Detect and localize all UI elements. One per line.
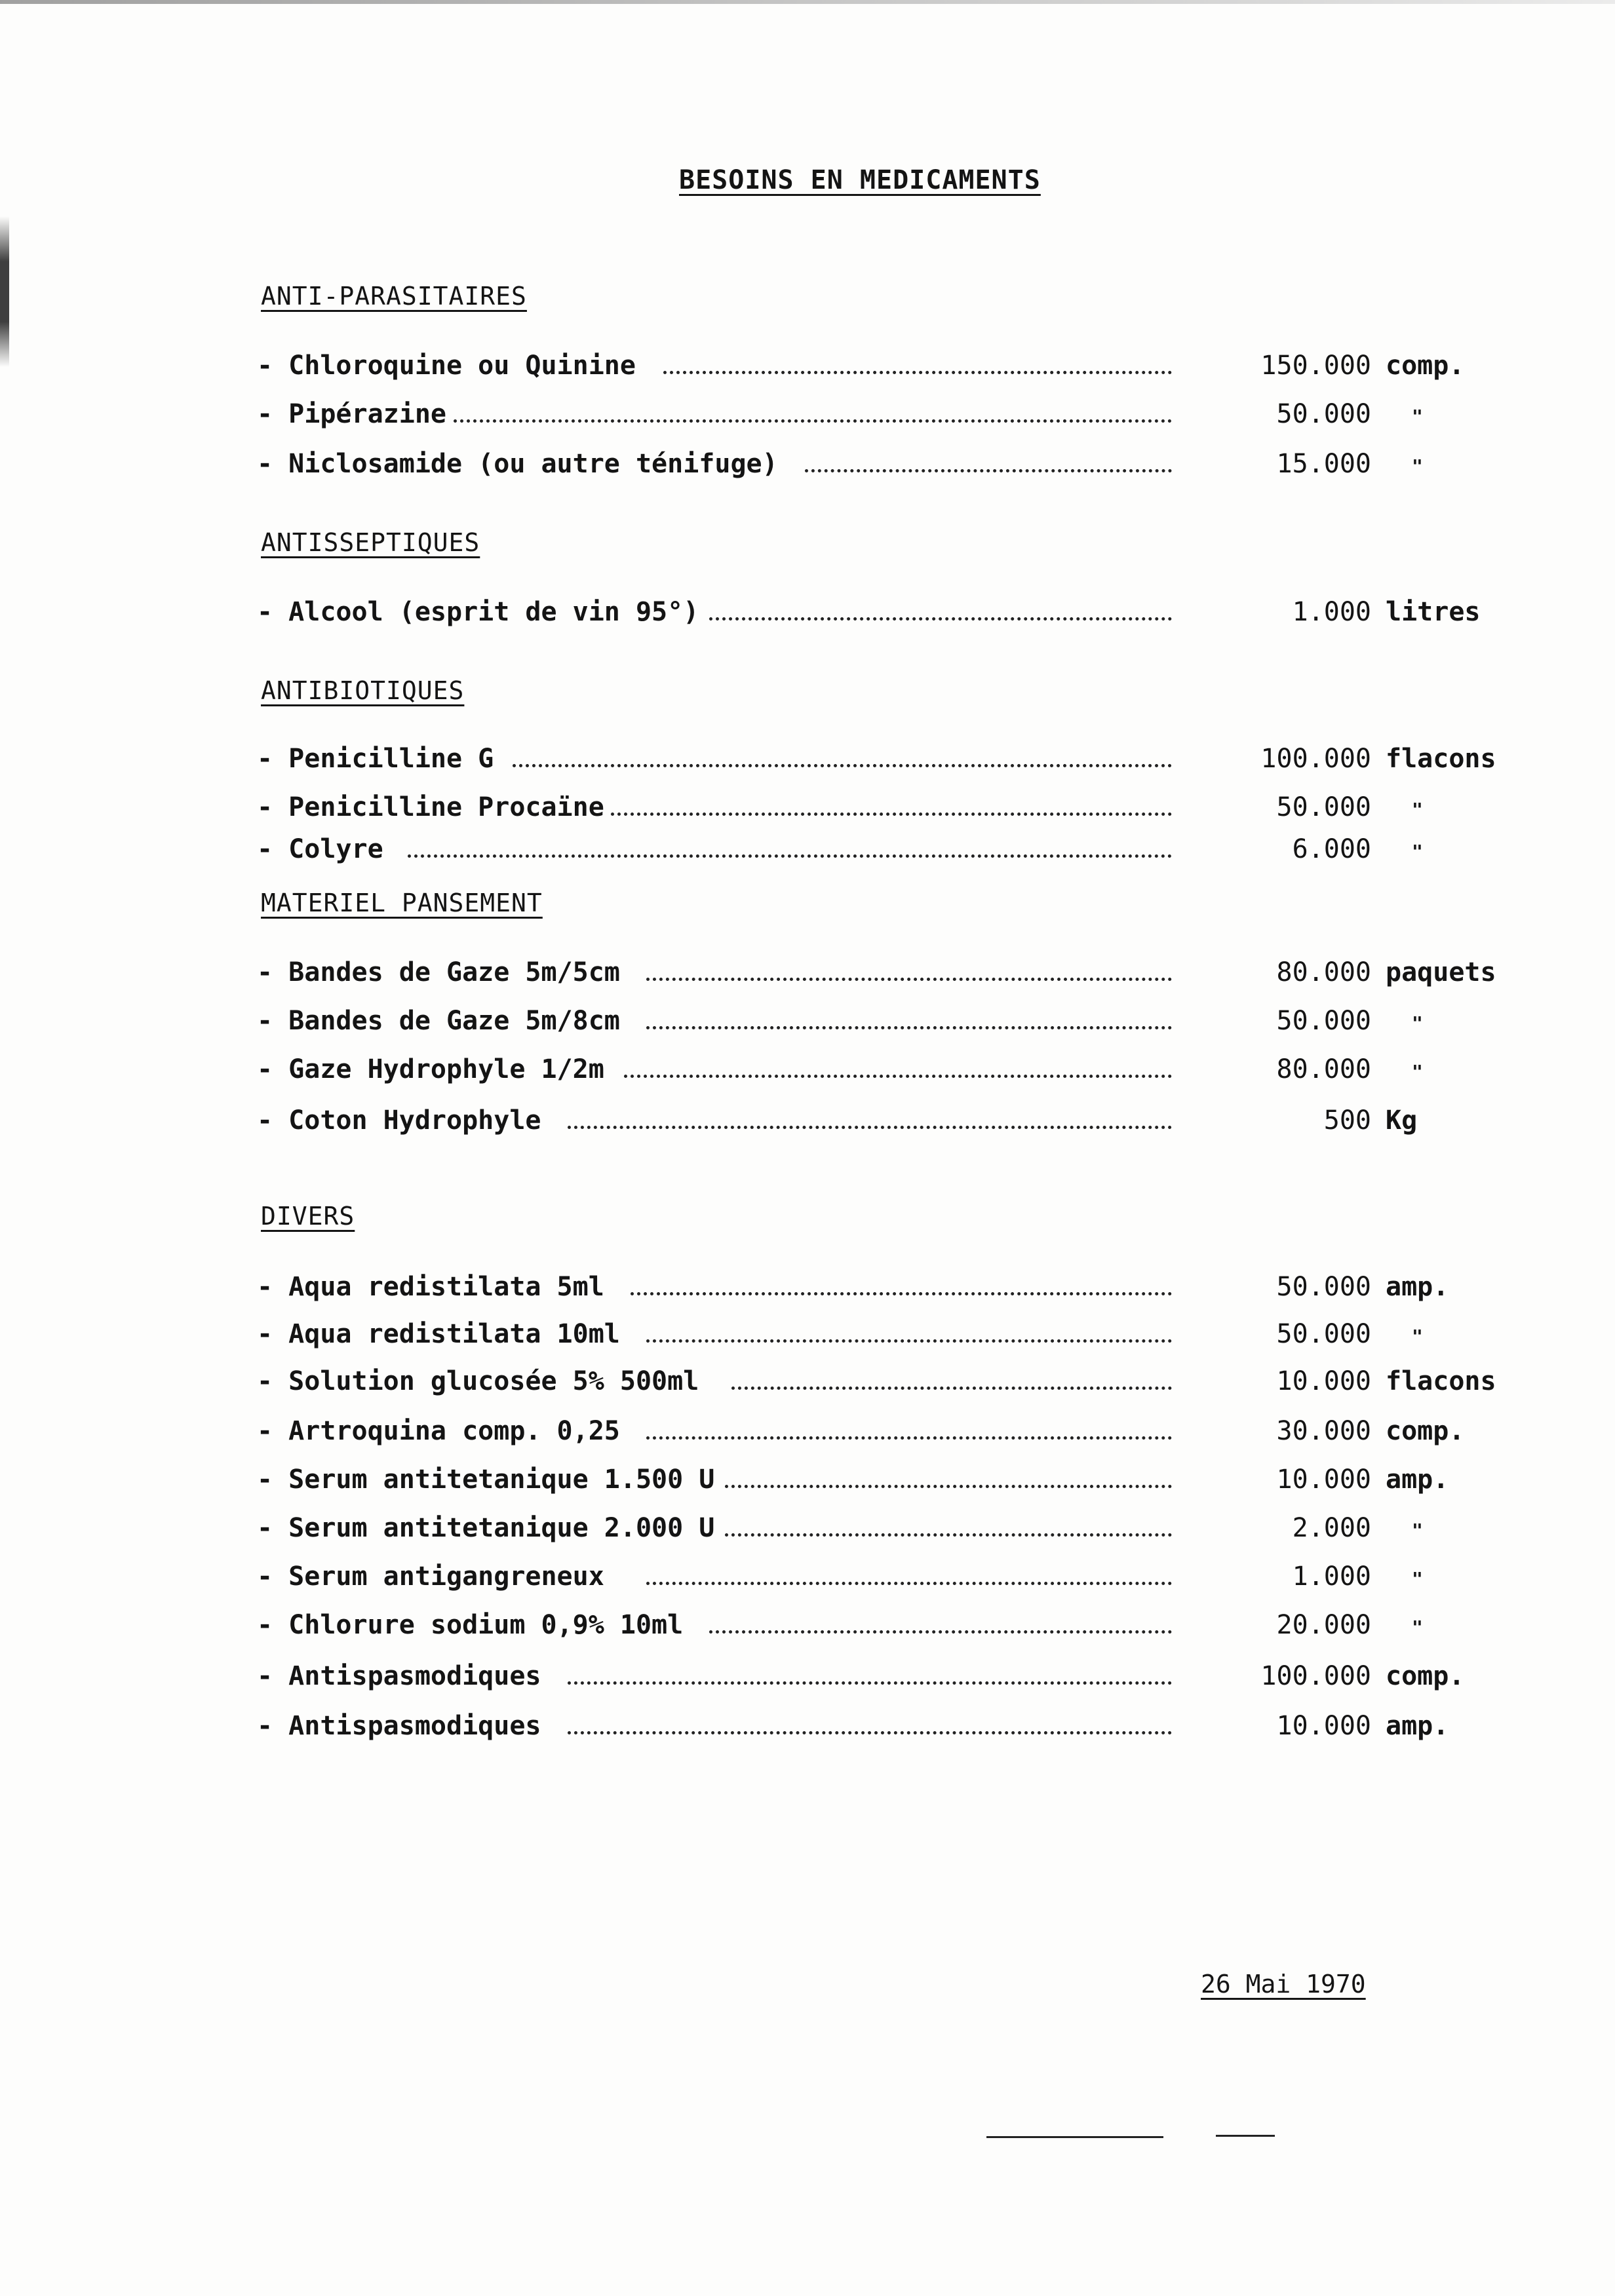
leader-dots [568, 1126, 1172, 1129]
leader-dots [611, 813, 1172, 816]
item-unit: " [1412, 1568, 1423, 1590]
list-item [257, 954, 1502, 991]
list-item [257, 1269, 1502, 1305]
item-quantity: 50.000 [1276, 399, 1371, 429]
item-name: - Antispasmodiques [257, 1661, 541, 1691]
item-name: - Chloroquine ou Quinine [257, 351, 636, 381]
item-quantity: 10.000 [1276, 1711, 1371, 1741]
item-name: - Colyre [257, 834, 383, 864]
item-quantity: 100.000 [1260, 744, 1371, 774]
leader-dots [646, 1436, 1172, 1440]
list-item [257, 831, 1502, 868]
item-quantity: 50.000 [1276, 1272, 1371, 1302]
leader-dots [646, 1339, 1172, 1343]
leader-dots [568, 1731, 1172, 1734]
item-name: - Penicilline G [257, 744, 494, 774]
list-item [257, 396, 1502, 432]
list-item [257, 446, 1502, 482]
item-quantity: 30.000 [1276, 1416, 1371, 1446]
scan-edge-top [0, 0, 1615, 4]
list-item [257, 594, 1502, 630]
list-item [257, 1658, 1502, 1694]
document-date: 26 Mai 1970 [1201, 1970, 1366, 1999]
item-quantity: 80.000 [1276, 1054, 1371, 1084]
list-item [257, 740, 1502, 777]
list-item [257, 1558, 1502, 1595]
leader-dots [646, 1026, 1172, 1029]
leader-dots [513, 764, 1172, 767]
item-unit: " [1412, 406, 1423, 427]
item-name: - Solution glucosée 5% 500ml [257, 1366, 699, 1396]
item-quantity: 100.000 [1260, 1661, 1371, 1691]
leader-dots [646, 978, 1172, 981]
leader-dots [646, 1582, 1172, 1585]
item-name: - Artroquina comp. 0,25 [257, 1416, 620, 1446]
item-name: - Coton Hydrophyle [257, 1105, 541, 1136]
section-heading-materiel-pansement: MATERIEL PANSEMENT [261, 889, 543, 917]
item-unit: " [1412, 1617, 1423, 1638]
item-unit: flacons [1386, 1366, 1496, 1396]
list-item [257, 1003, 1502, 1039]
item-unit: Kg [1386, 1105, 1418, 1136]
list-item [257, 789, 1502, 826]
item-quantity: 500 [1323, 1105, 1371, 1136]
item-unit: " [1412, 1326, 1423, 1347]
item-unit: " [1412, 1520, 1423, 1541]
list-item [257, 1461, 1502, 1498]
leader-dots [725, 1485, 1172, 1488]
item-name: - Aqua redistilata 5ml [257, 1272, 604, 1302]
item-name: - Bandes de Gaze 5m/5cm [257, 957, 620, 987]
item-unit: " [1412, 1012, 1423, 1034]
leader-dots [454, 419, 1172, 423]
item-name: - Gaze Hydrophyle 1/2m [257, 1054, 604, 1084]
section-heading-antisseptiques: ANTISSEPTIQUES [261, 528, 480, 557]
leader-dots [709, 617, 1172, 621]
item-quantity: 6.000 [1292, 834, 1371, 864]
item-name: - Bandes de Gaze 5m/8cm [257, 1006, 620, 1036]
item-quantity: 10.000 [1276, 1464, 1371, 1495]
item-unit: comp. [1386, 1416, 1465, 1446]
list-item [257, 1607, 1502, 1643]
item-unit: litres [1386, 597, 1481, 627]
section-heading-antibiotiques: ANTIBIOTIQUES [261, 676, 465, 705]
item-name: - Serum antitetanique 2.000 U [257, 1513, 715, 1543]
document-title: BESOINS EN MEDICAMENTS [679, 165, 1041, 195]
item-quantity: 1.000 [1292, 1561, 1371, 1592]
item-unit: " [1412, 455, 1423, 477]
item-name: - Pipérazine [257, 399, 446, 429]
item-quantity: 2.000 [1292, 1513, 1371, 1543]
item-unit: flacons [1386, 744, 1496, 774]
list-item [257, 347, 1502, 384]
item-name: - Niclosamide (ou autre ténifuge) [257, 449, 778, 479]
list-item [257, 1051, 1502, 1088]
leader-dots [568, 1681, 1172, 1685]
leader-dots [709, 1630, 1172, 1634]
item-quantity: 50.000 [1276, 792, 1371, 822]
leader-dots [805, 469, 1172, 472]
item-unit: amp. [1386, 1464, 1449, 1495]
item-name: - Chlorure sodium 0,9% 10ml [257, 1610, 684, 1640]
item-unit: amp. [1386, 1272, 1449, 1302]
item-unit: paquets [1386, 957, 1496, 987]
item-quantity: 80.000 [1276, 957, 1371, 987]
section-heading-anti-parasitaires: ANTI-PARASITAIRES [261, 282, 527, 311]
item-unit: amp. [1386, 1711, 1449, 1741]
item-unit: comp. [1386, 1661, 1465, 1691]
list-item [257, 1363, 1502, 1400]
leader-dots [408, 854, 1172, 858]
scan-artifact-line [986, 2136, 1163, 2138]
item-quantity: 20.000 [1276, 1610, 1371, 1640]
list-item [257, 1316, 1502, 1352]
item-name: - Antispasmodiques [257, 1711, 541, 1741]
item-unit: comp. [1386, 351, 1465, 381]
list-item [257, 1102, 1502, 1139]
section-heading-divers: DIVERS [261, 1202, 355, 1231]
item-name: - Alcool (esprit de vin 95°) [257, 597, 699, 627]
item-quantity: 1.000 [1292, 597, 1371, 627]
item-name: - Serum antigangreneux [257, 1561, 604, 1592]
leader-dots [631, 1292, 1172, 1295]
item-quantity: 50.000 [1276, 1006, 1371, 1036]
scan-edge-left [0, 216, 9, 367]
item-quantity: 10.000 [1276, 1366, 1371, 1396]
item-quantity: 50.000 [1276, 1319, 1371, 1349]
leader-dots [663, 371, 1172, 374]
item-quantity: 150.000 [1260, 351, 1371, 381]
list-item [257, 1510, 1502, 1546]
item-unit: " [1412, 799, 1423, 820]
leader-dots [624, 1075, 1172, 1078]
item-name: - Aqua redistilata 10ml [257, 1319, 620, 1349]
item-unit: " [1412, 841, 1423, 862]
scan-artifact-line [1216, 2135, 1275, 2137]
item-quantity: 15.000 [1276, 449, 1371, 479]
leader-dots [725, 1533, 1172, 1537]
leader-dots [731, 1387, 1172, 1390]
list-item [257, 1708, 1502, 1744]
list-item [257, 1413, 1502, 1449]
item-name: - Penicilline Procaïne [257, 792, 604, 822]
item-name: - Serum antitetanique 1.500 U [257, 1464, 715, 1495]
item-unit: " [1412, 1061, 1423, 1082]
